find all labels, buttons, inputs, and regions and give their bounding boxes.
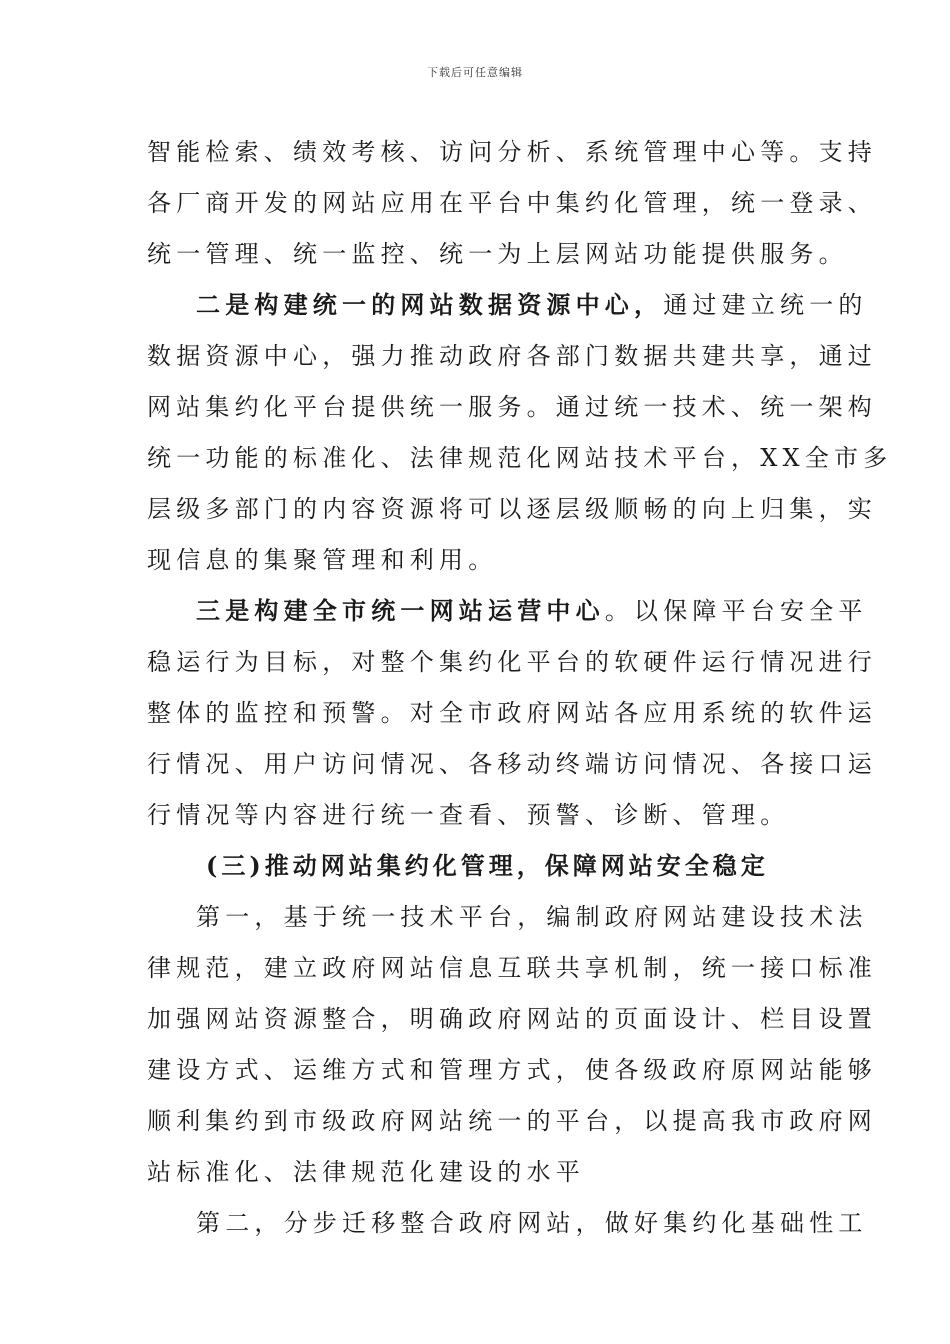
paragraph-line: 数据资源中心，强力推动政府各部门数据共建共享，通过 bbox=[147, 342, 877, 370]
line-text: 。以保障平台安全平 bbox=[604, 597, 868, 625]
bold-lead: 三是构建全市统一网站运营中心 bbox=[196, 596, 605, 625]
paragraph-line: 第一，基于统一技术平台，编制政府网站建设技术法 bbox=[196, 903, 868, 931]
paragraph-line: 层级多部门的内容资源将可以逐层级顺畅的向上归集，实 bbox=[147, 495, 877, 523]
paragraph-line: 行情况等内容进行统一查看、预警、诊断、管理。 bbox=[147, 801, 790, 829]
paragraph-line bbox=[196, 287, 868, 323]
paragraph-line: 顺利集约到市级政府网站统一的平台，以提高我市政府网 bbox=[147, 1107, 877, 1135]
paragraph-line: 站标准化、法律规范化建设的水平 bbox=[147, 1158, 585, 1186]
section-heading: (三)推动网站集约化管理，保障网站安全稳定 bbox=[206, 851, 769, 880]
paragraph-line: 整体的监控和预警。对全市政府网站各应用系统的软件运 bbox=[147, 699, 877, 727]
paragraph-line: 行情况、用户访问情况、各移动终端访问情况、各接口运 bbox=[147, 750, 877, 778]
paragraph-line: 统一管理、统一监控、统一为上层网站功能提供服务。 bbox=[147, 240, 848, 268]
paragraph-line: 现信息的集聚管理和利用。 bbox=[147, 546, 498, 574]
paragraph-line: 律规范，建立政府网站信息互联共享机制，统一接口标准 bbox=[147, 954, 877, 982]
paragraph-line bbox=[196, 593, 868, 629]
paragraph-line: 网站集约化平台提供统一服务。通过统一技术、统一架构 bbox=[147, 393, 877, 421]
paragraph-line: 建设方式、运维方式和管理方式，使各级政府原网站能够 bbox=[147, 1056, 877, 1084]
paragraph-line: 第二，分步迁移整合政府网站，做好集约化基础性工 bbox=[196, 1209, 868, 1237]
page-header: 下载后可任意编辑 bbox=[427, 66, 523, 79]
line-text: 通过建立统一的 bbox=[663, 291, 868, 319]
paragraph-line: 智能检索、绩效考核、访问分析、系统管理中心等。支持 bbox=[147, 138, 877, 166]
paragraph-line: 加强网站资源整合，明确政府网站的页面设计、栏目设置 bbox=[147, 1005, 877, 1033]
paragraph-line: 统一功能的标准化、法律规范化网站技术平台，XX全市多 bbox=[147, 444, 893, 472]
paragraph-line: 稳运行为目标，对整个集约化平台的软硬件运行情况进行 bbox=[147, 648, 877, 676]
bold-lead: 二是构建统一的网站数据资源中心， bbox=[196, 290, 664, 319]
paragraph-line: 各厂商开发的网站应用在平台中集约化管理，统一登录、 bbox=[147, 189, 877, 217]
